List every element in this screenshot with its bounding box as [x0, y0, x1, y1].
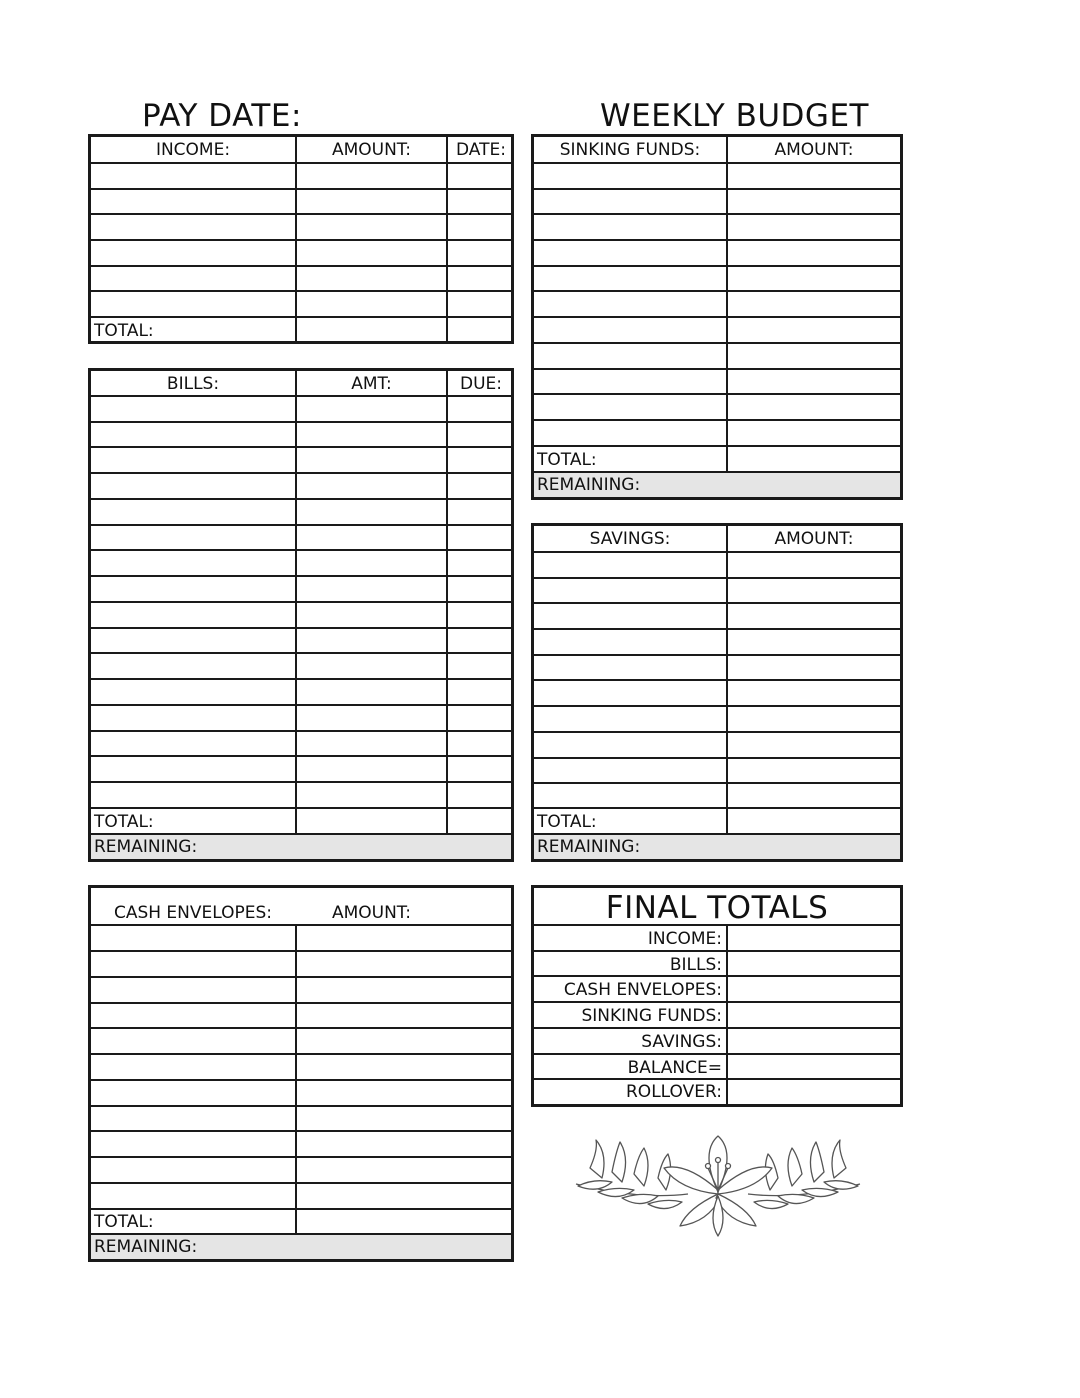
savings-row[interactable]	[534, 733, 900, 759]
sinking-fund-row[interactable]	[534, 421, 900, 447]
sinking-funds-header-row	[534, 137, 900, 164]
bill-row[interactable]	[91, 448, 511, 474]
cash-envelopes-total-row[interactable]	[91, 1210, 511, 1235]
income-total-label: TOTAL:	[94, 321, 154, 341]
bill-row[interactable]	[91, 654, 511, 680]
savings-row[interactable]	[534, 604, 900, 630]
bills-table	[88, 368, 514, 862]
bill-row[interactable]	[91, 551, 511, 577]
cash-envelope-row[interactable]	[91, 952, 511, 978]
bill-row[interactable]	[91, 629, 511, 654]
savings-row[interactable]	[534, 784, 900, 809]
sinking-funds-remaining-row[interactable]	[534, 473, 900, 497]
sinking-fund-row[interactable]	[534, 241, 900, 267]
final-savings-label: SAVINGS:	[641, 1032, 722, 1052]
sinking-funds-total-row[interactable]	[534, 447, 900, 473]
income-row[interactable]	[91, 190, 511, 215]
income-row[interactable]	[91, 292, 511, 318]
cash-envelopes-remaining-label: REMAINING:	[94, 1237, 198, 1257]
bill-row[interactable]	[91, 423, 511, 448]
sinking-funds-header: SINKING FUNDS:	[559, 140, 701, 160]
cash-envelope-row[interactable]	[91, 1029, 511, 1055]
bill-row[interactable]	[91, 577, 511, 603]
cash-envelope-row[interactable]	[91, 926, 511, 952]
savings-row[interactable]	[534, 579, 900, 604]
sinking-fund-row[interactable]	[534, 190, 900, 215]
income-row[interactable]	[91, 241, 511, 267]
savings-remaining-label: REMAINING:	[537, 837, 641, 857]
final-income-label: INCOME:	[647, 929, 722, 949]
bill-row[interactable]	[91, 783, 511, 809]
bill-row[interactable]	[91, 526, 511, 551]
final-totals-rollover-row[interactable]	[534, 1080, 900, 1104]
final-bills-label: BILLS:	[669, 955, 722, 975]
sinking-fund-row[interactable]	[534, 215, 900, 241]
bill-row[interactable]	[91, 500, 511, 526]
savings-total-label: TOTAL:	[537, 812, 597, 832]
savings-remaining-row[interactable]	[534, 835, 900, 859]
final-balance-label: BALANCE=	[627, 1058, 722, 1078]
bills-header: BILLS:	[166, 374, 220, 394]
final-totals-cash-envelopes-row[interactable]	[534, 977, 900, 1003]
savings-total-row[interactable]	[534, 809, 900, 835]
final-totals-header-row	[534, 888, 900, 926]
cash-envelope-row[interactable]	[91, 1107, 511, 1132]
bills-remaining-label: REMAINING:	[94, 837, 198, 857]
cash-envelopes-header: CASH ENVELOPES:	[113, 903, 273, 923]
final-sinking-funds-label: SINKING FUNDS:	[581, 1006, 722, 1026]
final-totals-bills-row[interactable]	[534, 952, 900, 977]
amt-header: AMT:	[351, 374, 392, 394]
cash-envelope-row[interactable]	[91, 1184, 511, 1210]
bill-row[interactable]	[91, 706, 511, 732]
final-rollover-label: ROLLOVER:	[626, 1082, 722, 1102]
income-row[interactable]	[91, 267, 511, 292]
floral-laurel-icon	[568, 1128, 868, 1243]
cash-envelopes-total-label: TOTAL:	[94, 1212, 154, 1232]
final-totals-balance-row[interactable]	[534, 1055, 900, 1080]
sinking-fund-row[interactable]	[534, 164, 900, 190]
cash-envelope-row[interactable]	[91, 978, 511, 1004]
income-header-row	[91, 137, 511, 164]
amount-header: AMOUNT:	[331, 140, 412, 160]
amount-header: AMOUNT:	[774, 140, 854, 160]
bills-total-label: TOTAL:	[94, 812, 154, 832]
sinking-fund-row[interactable]	[534, 292, 900, 318]
sinking-funds-remaining-label: REMAINING:	[537, 475, 641, 495]
savings-row[interactable]	[534, 553, 900, 579]
bills-total-row[interactable]	[91, 809, 511, 835]
cash-envelope-row[interactable]	[91, 1132, 511, 1158]
sinking-fund-row[interactable]	[534, 318, 900, 344]
due-header: DUE:	[459, 374, 502, 394]
bill-row[interactable]	[91, 474, 511, 500]
bill-row[interactable]	[91, 757, 511, 783]
bills-remaining-row[interactable]	[91, 835, 511, 859]
cash-envelope-row[interactable]	[91, 1158, 511, 1184]
income-table	[88, 134, 514, 344]
bill-row[interactable]	[91, 397, 511, 423]
cash-envelope-row[interactable]	[91, 1055, 511, 1081]
savings-row[interactable]	[534, 759, 900, 784]
sinking-fund-row[interactable]	[534, 344, 900, 370]
sinking-funds-total-label: TOTAL:	[537, 450, 597, 470]
bill-row[interactable]	[91, 603, 511, 629]
weekly-budget-title: WEEKLY BUDGET	[600, 98, 869, 134]
final-totals-income-row[interactable]	[534, 926, 900, 952]
income-row[interactable]	[91, 164, 511, 190]
final-cash-envelopes-label: CASH ENVELOPES:	[563, 980, 722, 1000]
final-totals-sinking-funds-row[interactable]	[534, 1003, 900, 1029]
final-totals-savings-row[interactable]	[534, 1029, 900, 1055]
savings-header-row	[534, 526, 900, 553]
savings-row[interactable]	[534, 630, 900, 656]
savings-header: SAVINGS:	[589, 529, 671, 549]
savings-row[interactable]	[534, 681, 900, 707]
sinking-fund-row[interactable]	[534, 370, 900, 395]
sinking-funds-table	[531, 134, 903, 500]
savings-row[interactable]	[534, 656, 900, 681]
cash-envelopes-remaining-row[interactable]	[91, 1235, 511, 1259]
savings-row[interactable]	[534, 707, 900, 733]
date-header: DATE:	[456, 140, 506, 160]
pay-date-label: PAY DATE:	[142, 98, 302, 134]
income-total-row[interactable]	[91, 318, 511, 341]
sinking-fund-row[interactable]	[534, 267, 900, 292]
amount-header: AMOUNT:	[331, 903, 412, 923]
final-totals-title: FINAL TOTALS	[605, 890, 829, 926]
cash-envelopes-table	[88, 885, 514, 1262]
income-row[interactable]	[91, 215, 511, 241]
income-header: INCOME:	[155, 140, 231, 160]
cash-envelope-row[interactable]	[91, 1004, 511, 1029]
sinking-fund-row[interactable]	[534, 395, 900, 421]
bill-row[interactable]	[91, 680, 511, 706]
savings-table	[531, 523, 903, 862]
bill-row[interactable]	[91, 732, 511, 757]
cash-envelopes-header-row	[91, 888, 511, 926]
cash-envelope-row[interactable]	[91, 1081, 511, 1107]
bills-header-row	[91, 371, 511, 397]
amount-header: AMOUNT:	[774, 529, 854, 549]
final-totals-table	[531, 885, 903, 1107]
